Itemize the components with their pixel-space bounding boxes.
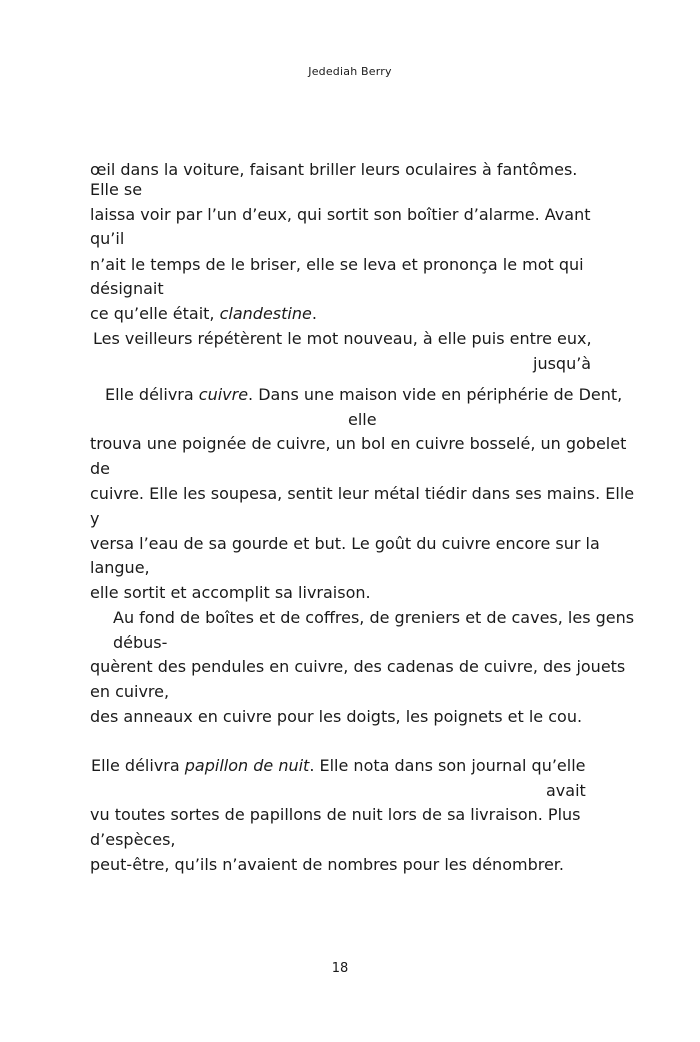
- italic-word: cuivre: [198, 385, 249, 404]
- text-line: en cuivre,: [90, 682, 170, 701]
- text-line: elle: [348, 410, 377, 429]
- text-line: [90, 304, 317, 324]
- text-line: désignait: [90, 279, 164, 298]
- text-line: [91, 756, 586, 776]
- text-line: de: [90, 459, 110, 478]
- text-line: y: [90, 509, 100, 528]
- text-line: d’espèces,: [90, 830, 176, 849]
- text-line: Au fond de boîtes et de coffres, de greniers et de caves, les gens: [113, 608, 635, 627]
- text-line: langue,: [90, 558, 150, 577]
- text-line: jusqu’à: [533, 354, 592, 373]
- text-line: laissa voir par l’un d’eux, qui sortit son boîtier d’alarme. Avant: [90, 205, 591, 224]
- text-line: [105, 385, 622, 405]
- italic-word: clandestine: [219, 304, 312, 323]
- text-line: n’ait le temps de le briser, elle se leva et prononça le mot qui: [90, 255, 584, 274]
- text-line: Les veilleurs répétèrent le mot nouveau, à elle puis entre eux,: [93, 329, 592, 348]
- text-segment: . Elle nota dans son journal qu’elle: [309, 756, 586, 775]
- text-line: peut-être, qu’ils n’avaient de nombres pour les dénombrer.: [90, 855, 564, 874]
- text-line: avait: [546, 781, 586, 800]
- text-segment: . Dans une maison vide en périphérie de Dent,: [248, 385, 623, 404]
- text-line: des anneaux en cuivre pour les doigts, les poignets et le cou.: [90, 707, 583, 726]
- text-segment: ce qu’elle était,: [90, 304, 220, 323]
- text-line: elle sortit et accomplit sa livraison.: [90, 583, 371, 602]
- text-line: vu toutes sortes de papillons de nuit lors de sa livraison. Plus: [90, 805, 581, 824]
- text-line: œil dans la voiture, faisant briller leurs oculaires à fantômes.: [90, 160, 578, 179]
- text-line: trouva une poignée de cuivre, un bol en cuivre bosselé, un gobelet: [90, 434, 627, 453]
- text-segment: Elle délivra: [105, 385, 199, 404]
- text-line: cuivre. Elle les soupesa, sentit leur métal tiédir dans ses mains. Elle: [90, 484, 635, 503]
- text-line: débus-: [113, 633, 168, 652]
- text-line: Elle se: [90, 180, 143, 199]
- text-line: quèrent des pendules en cuivre, des cadenas de cuivre, des jouets: [90, 657, 626, 676]
- page-number: 18: [331, 961, 349, 976]
- text-line: versa l’eau de sa gourde et but. Le goût du cuivre encore sur la: [90, 534, 600, 553]
- running-header: Jedediah Berry: [308, 65, 392, 78]
- text-segment: .: [311, 304, 317, 323]
- italic-word: papillon de nuit: [184, 756, 310, 775]
- text-segment: Elle délivra: [91, 756, 185, 775]
- text-line: qu’il: [90, 229, 125, 248]
